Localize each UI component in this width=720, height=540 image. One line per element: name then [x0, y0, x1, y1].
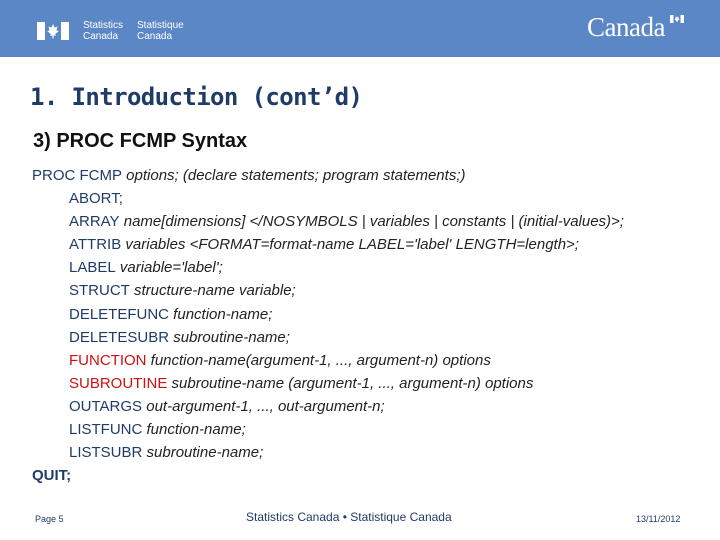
agency-en-line1: Statistics: [83, 20, 124, 31]
arguments: structure-name variable;: [129, 282, 296, 300]
agency-en-line2: Canada: [83, 30, 119, 42]
wordmark-flag-icon: [670, 15, 684, 23]
arguments: function-name;: [142, 421, 246, 439]
quit-keyword: QUIT;: [32, 467, 72, 485]
keyword: LISTSUBR: [69, 444, 143, 462]
arguments: subroutine-name;: [142, 444, 264, 462]
keyword: DELETESUBR: [69, 328, 170, 346]
keyword: OUTARGS: [69, 397, 143, 415]
arguments: function-name(argument-1, ..., argument-n) options: [146, 351, 491, 369]
arguments: variable='label';: [115, 259, 223, 277]
syntax-line-struct: [32, 279, 624, 302]
syntax-line-abort: [32, 187, 624, 210]
keyword: ARRAY: [69, 213, 120, 231]
keyword: ABORT;: [69, 190, 123, 208]
syntax-line-listsubr: [32, 441, 624, 464]
canada-wordmark: Canada: [587, 12, 665, 42]
keyword: SUBROUTINE: [69, 374, 168, 392]
syntax-line-outargs: [32, 395, 624, 418]
footer-page-number: Page 5: [35, 514, 64, 524]
footer-organization: Statistics Canada • Statistique Canada: [246, 510, 452, 524]
agency-name-english: [83, 21, 123, 42]
slide-title: 1. Introduction (cont’d): [30, 83, 363, 111]
arguments: variables <FORMAT=format-name LABEL='label' LENGTH=length>;: [121, 236, 579, 254]
syntax-line-attrib: [32, 233, 624, 256]
slide-subtitle: 3) PROC FCMP Syntax: [33, 130, 248, 152]
syntax-listing: [32, 164, 624, 487]
arguments: subroutine-name;: [169, 328, 290, 346]
syntax-line-deletesubr: [32, 326, 624, 349]
syntax-line-deletefunc: [32, 303, 624, 326]
agency-fr-line1: Statistique: [137, 20, 184, 31]
header-banner: [0, 0, 720, 57]
arguments: subroutine-name (argument-1, ..., argument-n) options: [167, 374, 534, 392]
syntax-line-proc-fcmp: [32, 164, 624, 187]
syntax-line-quit: [32, 464, 624, 487]
arguments: name[dimensions] </NOSYMBOLS | variables | constants | (initial-values)>;: [119, 213, 624, 231]
agency-name-french: [137, 21, 184, 42]
syntax-line-function: [32, 349, 624, 372]
syntax-line-subroutine: [32, 372, 624, 395]
keyword: PROC FCMP: [32, 167, 122, 184]
arguments: out-argument-1, ..., out-argument-n;: [142, 397, 385, 415]
keyword: FUNCTION: [69, 351, 147, 369]
keyword: ATTRIB: [69, 236, 122, 254]
keyword: STRUCT: [69, 282, 130, 300]
agency-fr-line2: Canada: [137, 30, 173, 42]
arguments: function-name;: [169, 305, 273, 323]
syntax-line-listfunc: [32, 418, 624, 441]
footer-date: 13/11/2012: [636, 514, 681, 524]
arguments: options; (declare statements; program statements;): [122, 167, 466, 184]
keyword: DELETEFUNC: [69, 305, 170, 323]
syntax-line-array: [32, 210, 624, 233]
keyword: LABEL: [69, 259, 116, 277]
canada-flag-icon: [37, 22, 69, 40]
keyword: LISTFUNC: [69, 421, 143, 439]
syntax-line-label: [32, 256, 624, 279]
